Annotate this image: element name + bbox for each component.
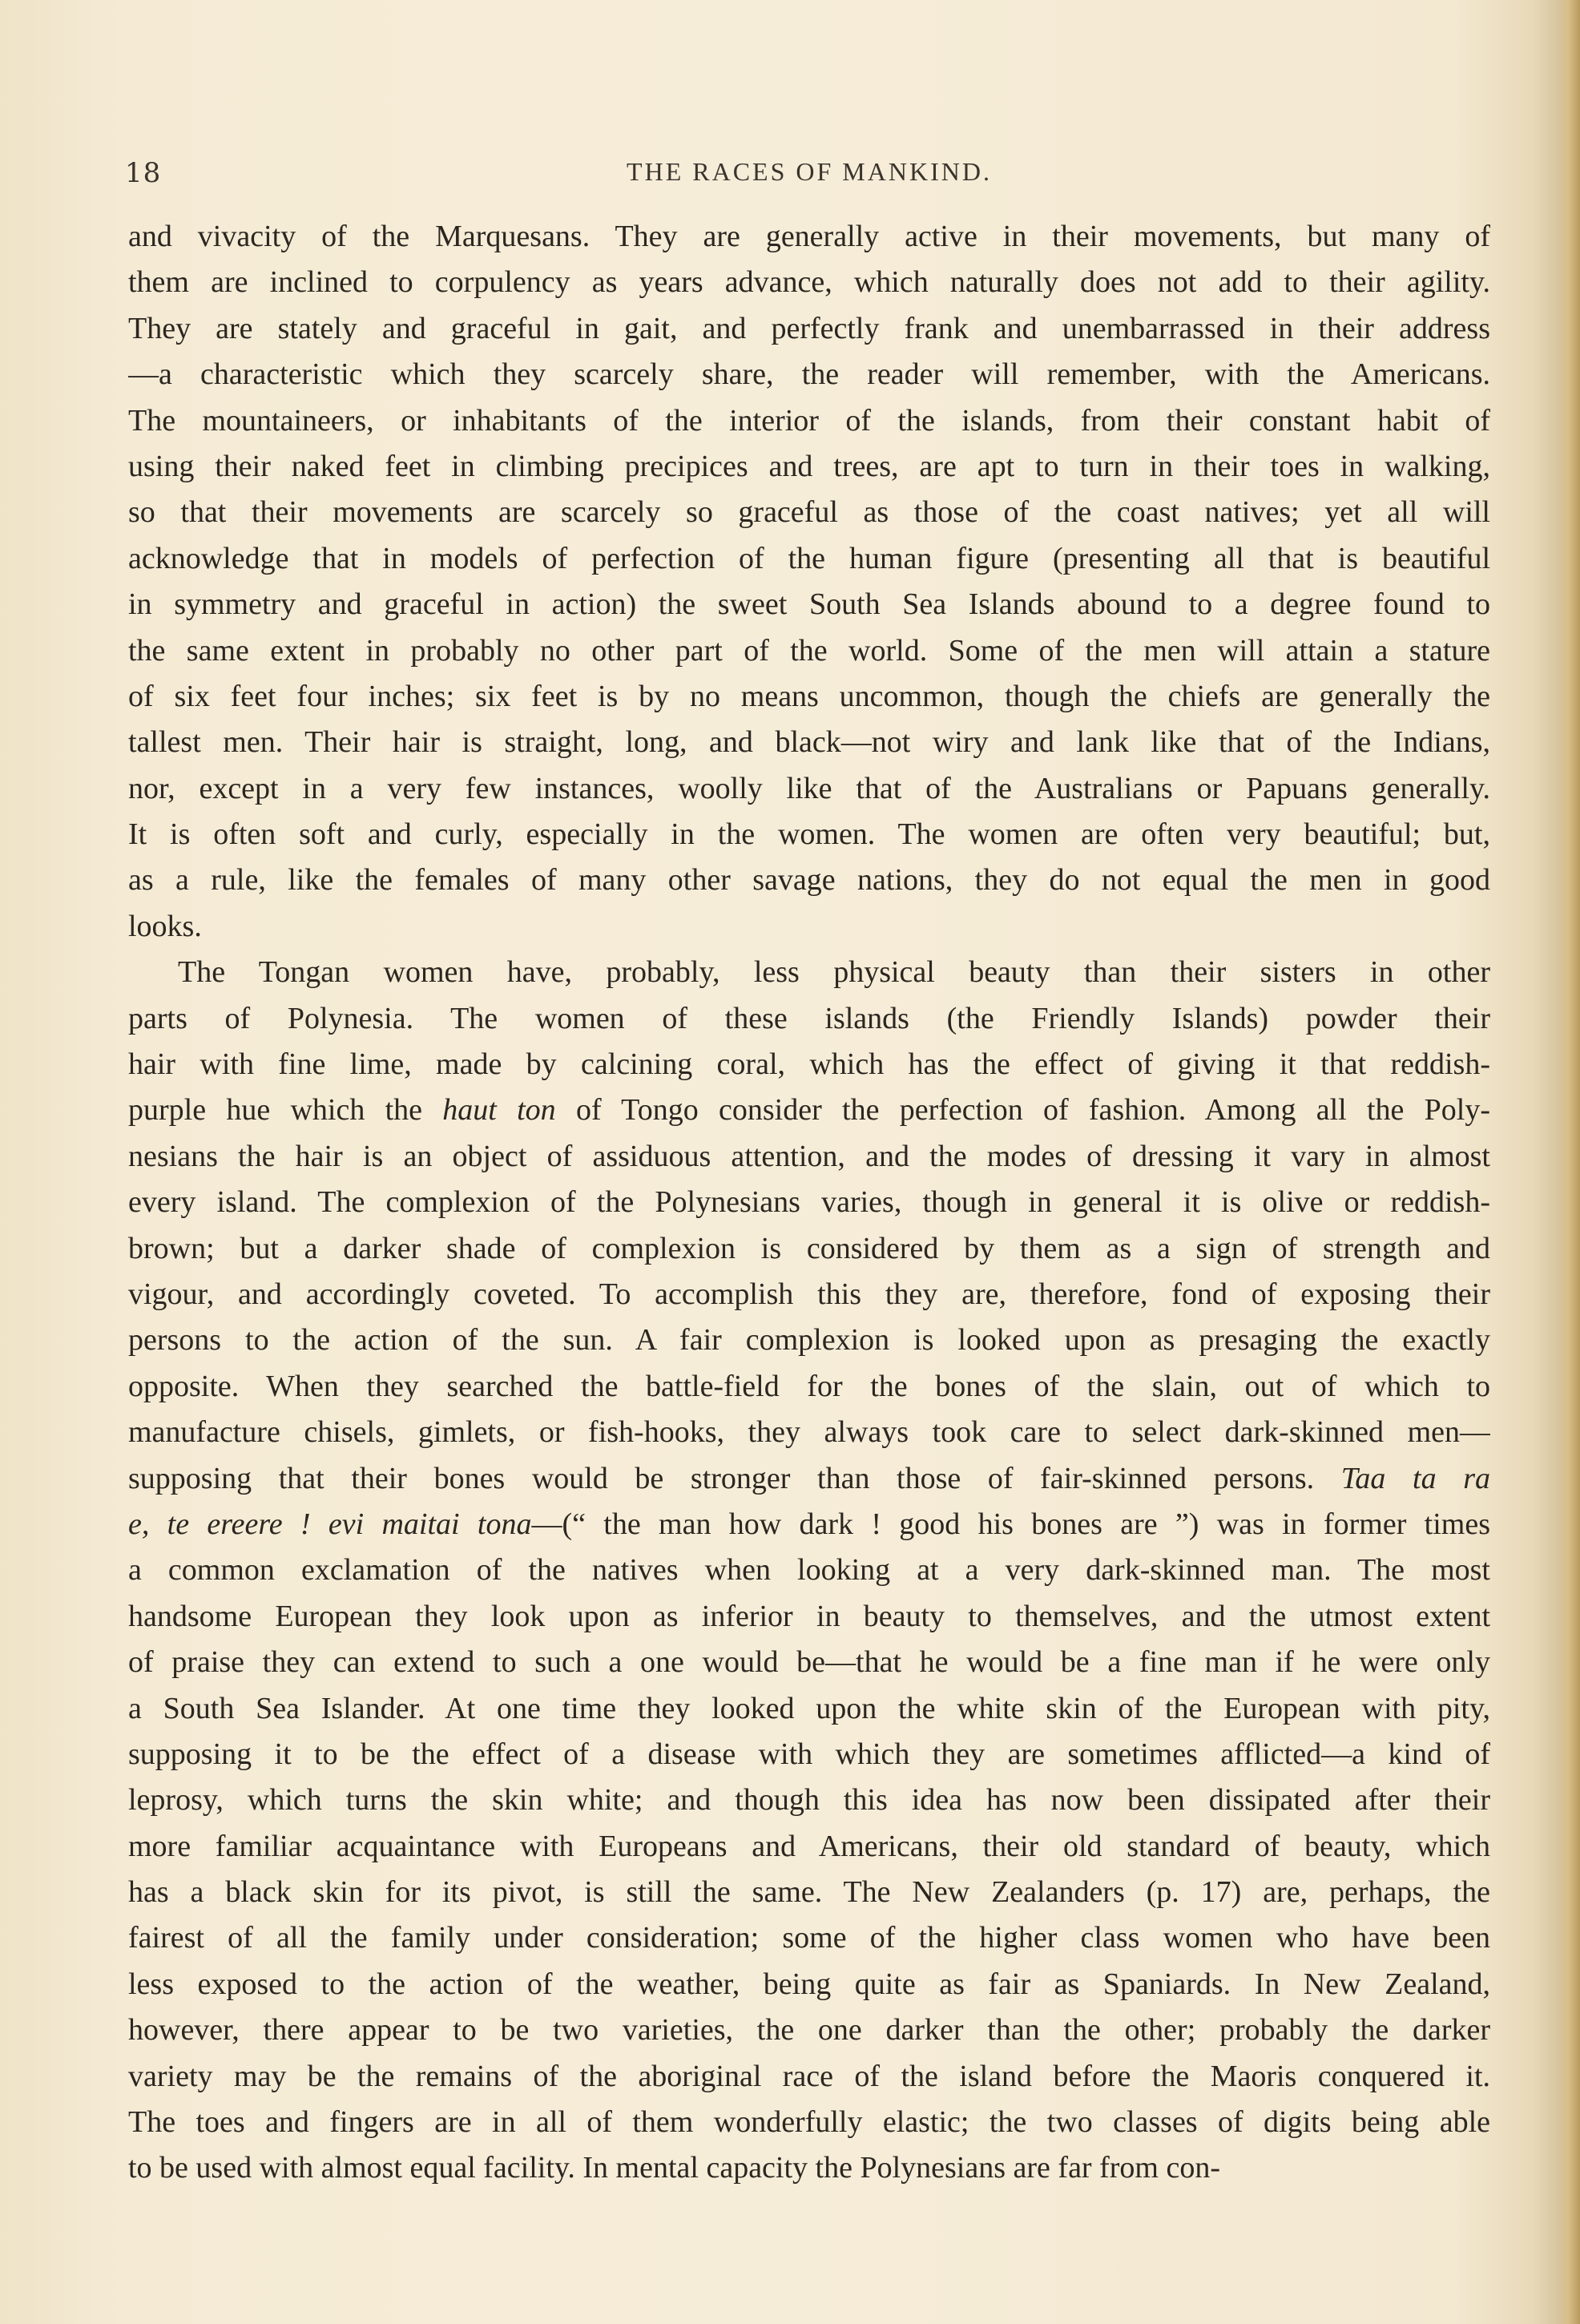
text-line: The Tongan women have, probably, less physical beauty than their sisters in other bbox=[178, 955, 1490, 990]
page-number: 18 bbox=[125, 157, 162, 189]
text-line-taa bbox=[128, 1456, 1490, 1502]
text-line: more familiar acquaintance with Europeans and Americans, their old standard of beauty, which bbox=[128, 1829, 1490, 1863]
text-line: manufacture chisels, gimlets, or fish-hooks, they always took care to select dark-skinned men— bbox=[128, 1415, 1490, 1450]
text-line: handsome European they look upon as inferior in beauty to themselves, and the utmost extent bbox=[128, 1599, 1490, 1633]
page-gutter-edge bbox=[1559, 0, 1580, 2324]
text-line: of six feet four inches; six feet is by no means uncommon, though the chiefs are generally the bbox=[128, 679, 1490, 713]
text-fragment: supposing that their bones would be stronger than those of fair-skinned persons. bbox=[128, 1461, 1341, 1495]
text-line: nesians the hair is an object of assiduous attention, and the modes of dressing it vary in almost bbox=[128, 1139, 1490, 1173]
text-line: looks. bbox=[128, 909, 202, 943]
text-line: as a rule, like the females of many other savage nations, they do not equal the men in good bbox=[128, 863, 1490, 898]
text-line: leprosy, which turns the skin white; and though this idea has now been dissipated after their bbox=[128, 1783, 1490, 1818]
body-text bbox=[128, 214, 1490, 2192]
text-line: nor, except in a very few instances, woolly like that of the Australians or Papuans generally. bbox=[128, 771, 1490, 805]
text-line: opposite. When they searched the battle-field for the bones of the slain, out of which to bbox=[128, 1369, 1490, 1403]
text-line: vigour, and accordingly coveted. To accomplish this they are, therefore, fond of exposing their bbox=[128, 1277, 1490, 1311]
text-line: and vivacity of the Marquesans. They are generally active in their movements, but many of bbox=[128, 220, 1490, 253]
text-line: parts of Polynesia. The women of these islands (the Friendly Islands) powder their bbox=[128, 1001, 1490, 1035]
text-line: The mountaineers, or inhabitants of the interior of the islands, from their constant habit of bbox=[128, 403, 1490, 438]
text-line: every island. The complexion of the Polynesians varies, though in general it is olive or reddish- bbox=[128, 1185, 1490, 1220]
text-line: persons to the action of the sun. A fair complexion is looked upon as presaging the exactly bbox=[128, 1323, 1490, 1358]
italic-phrase: e, te ereere ! evi maitai tona bbox=[128, 1507, 532, 1541]
text-line: supposing it to be the effect of a disease with which they are sometimes afflicted—a kind of bbox=[128, 1737, 1490, 1771]
text-fragment: of Tongo consider the perfection of fashion. Among all the Poly- bbox=[555, 1093, 1490, 1128]
text-line: so that their movements are scarcely so graceful as those of the coast natives; yet all will bbox=[128, 495, 1490, 530]
text-line: It is often soft and curly, especially in the women. The women are often very beautiful; but, bbox=[128, 817, 1490, 852]
text-fragment: purple hue which the bbox=[128, 1093, 443, 1128]
text-line: them are inclined to corpulency as years advance, which naturally does not add to their agility. bbox=[128, 265, 1490, 300]
text-line: fairest of all the family under consideration; some of the higher class women who have been bbox=[128, 1921, 1490, 1955]
text-line: —a characteristic which they scarcely share, the reader will remember, with the Americans. bbox=[128, 357, 1490, 392]
text-line: a South Sea Islander. At one time they looked upon the white skin of the European with pity, bbox=[128, 1691, 1490, 1725]
text-line-haut-ton bbox=[128, 1087, 1490, 1133]
text-line: using their naked feet in climbing precipices and trees, are apt to turn in their toes in walking, bbox=[128, 449, 1490, 483]
text-line: however, there appear to be two varieties, the one darker than the other; probably the darker bbox=[128, 2013, 1490, 2048]
text-line: a common exclamation of the natives when looking at a very dark-skinned man. The most bbox=[128, 1553, 1490, 1588]
text-fragment: —(“ the man how dark ! good his bones are ”) was in former times bbox=[531, 1507, 1490, 1541]
text-line: brown; but a darker shade of complexion is considered by them as a sign of strength and bbox=[128, 1231, 1490, 1265]
text-line: tallest men. Their hair is straight, long, and black—not wiry and lank like that of the Indians, bbox=[128, 725, 1490, 760]
running-head: THE RACES OF MANKIND. bbox=[627, 157, 992, 186]
text-line: the same extent in probably no other part of the world. Some of the men will attain a stature bbox=[128, 633, 1490, 668]
text-line: variety may be the remains of the aboriginal race of the island before the Maoris conquered it. bbox=[128, 2059, 1490, 2093]
text-line: The toes and fingers are in all of them wonderfully elastic; the two classes of digits being able bbox=[128, 2105, 1490, 2140]
page-header bbox=[125, 151, 1493, 199]
text-line: of praise they can extend to such a one would be—that he would be a fine man if he were only bbox=[128, 1645, 1490, 1680]
text-line: acknowledge that in models of perfection of the human figure (presenting all that is beautiful bbox=[128, 541, 1490, 575]
text-line: hair with fine lime, made by calcining coral, which has the effect of giving it that reddish- bbox=[128, 1047, 1490, 1082]
italic-phrase: haut ton bbox=[442, 1093, 556, 1128]
text-line: less exposed to the action of the weather, being quite as fair as Spaniards. In New Zealand, bbox=[128, 1967, 1490, 2001]
text-line: in symmetry and graceful in action) the sweet South Sea Islands abound to a degree found to bbox=[128, 587, 1490, 622]
text-line: has a black skin for its pivot, is still the same. The New Zealanders (p. 17) are, perhaps, the bbox=[128, 1875, 1490, 1910]
text-line-ereere bbox=[128, 1502, 1490, 1547]
text-line: to be used with almost equal facility. In mental capacity the Polynesians are far from con- bbox=[128, 2151, 1220, 2185]
text-line: They are stately and graceful in gait, and perfectly frank and unembarrassed in their address bbox=[128, 311, 1490, 345]
italic-phrase: Taa ta ra bbox=[1340, 1461, 1490, 1495]
